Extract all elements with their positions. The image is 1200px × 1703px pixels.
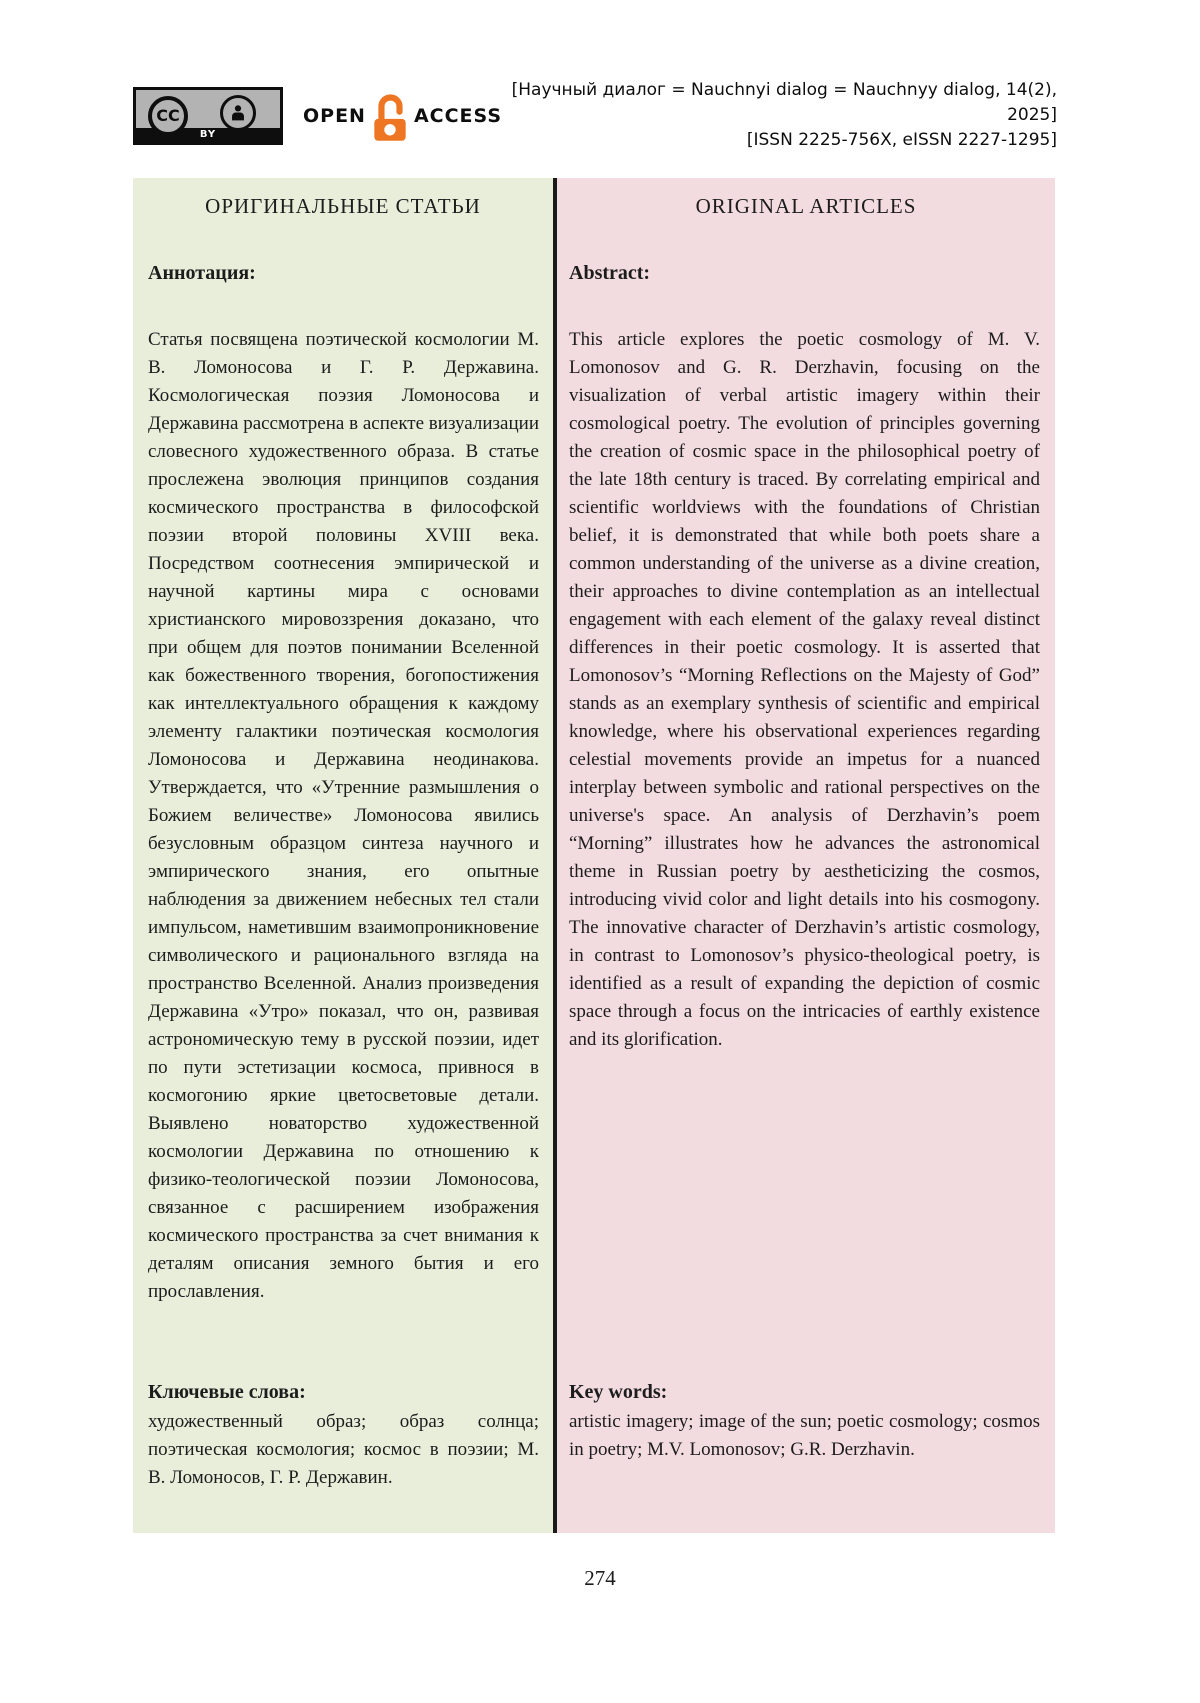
- english-keywords-label: Key words:: [569, 1381, 668, 1403]
- attribution-person-icon: [220, 95, 256, 131]
- abstract-columns: [133, 178, 1055, 1533]
- english-keywords-text: artistic imagery; image of the sun; poetic cosmology; cosmos in poetry; M.V. Lomonosov; G.R. Derzhavin.: [569, 1411, 1040, 1460]
- open-access-access-label: ACCESS: [413, 104, 503, 127]
- english-abstract-label: Abstract:: [569, 262, 651, 284]
- cc-icon-label: CC: [156, 106, 180, 125]
- citation-line-2: [ISSN 2225-756X, eISSN 2227-1295]: [746, 130, 1057, 150]
- page-footer: [0, 1566, 1200, 1591]
- russian-keywords-text: художественный образ; образ солнца; поэтическая космология; космос в поэзии; М. В. Ломоносов, Г. Р. Державин.: [148, 1411, 539, 1488]
- page-header: [133, 78, 1057, 153]
- russian-section-title: ОРИГИНАЛЬНЫЕ СТАТЬИ: [205, 194, 481, 218]
- cc-by-license-badge: [133, 87, 283, 145]
- cc-by-label: BY: [136, 128, 280, 142]
- cc-icon: [148, 96, 188, 136]
- open-access-open-label: OPEN: [303, 104, 366, 127]
- russian-abstract-column: [133, 178, 553, 1533]
- russian-abstract-label: Аннотация:: [148, 262, 256, 284]
- open-access-logo: [303, 89, 502, 143]
- english-keywords-section: [569, 1381, 1040, 1464]
- english-abstract-text: This article explores the poetic cosmology of M. V. Lomonosov and G. R. Derzhavin, focusing on the visualization of verbal artistic imagery within their cosmological poetry. The evolution of principles governing the creation of cosmic space in the philosophical poetry of the late 18th century is traced. By correlating empirical and scientific worldviews with the foundations of Christian belief, it is demonstrated that while both poets share a common understanding of the universe as a divine creation, their approaches to divine contemplation as an intellectual engagement with each element of the galaxy reveal distinct differences in their poetic cosmology. It is asserted that Lomonosov’s “Morning Reflections on the Majesty of God” stands as an exemplary synthesis of scientific and empirical knowledge, where his observational experiences regarding celestial movements provide an impetus for a nuanced interplay between symbolic and rational perspectives on the universe's space. An analysis of Derzhavin’s poem “Morning” illustrates how he advances the astronomical theme in Russian poetry by aestheticizing the cosmos, introducing vivid color and light details into his cosmogony. The innovative character of Derzhavin’s artistic cosmology, in contrast to Lomonosov’s physico-theological poetry, is identified as a result of expanding the depiction of cosmic space through a focus on the intricacies of earthly existence and its glorification.: [569, 329, 1040, 1050]
- journal-citation: [502, 78, 1057, 153]
- page-number: 274: [584, 1566, 616, 1590]
- english-section-title: ORIGINAL ARTICLES: [695, 194, 917, 218]
- english-abstract-column: [557, 178, 1055, 1533]
- citation-line-1: [Научный диалог = Nauchnyi dialog = Nauchnyy dialog, 14(2), 2025]: [511, 80, 1057, 125]
- open-lock-icon: [371, 89, 409, 143]
- russian-keywords-section: [148, 1381, 539, 1492]
- russian-keywords-label: Ключевые слова:: [148, 1381, 306, 1403]
- russian-abstract-text: Статья посвящена поэтической космологии М. В. Ломоносова и Г. Р. Державина. Космологическая поэзия Ломоносова и Державина рассмотрена в аспекте визуализации словесного художественного образа. В статье прослежена эволюция принципов создания космического пространства в философской поэзии второй половины XVIII века. Посредством соотнесения эмпирической и научной картины мира с основами христианского мировоззрения доказано, что при общем для поэтов понимании Вселенной как божественного творения, богопостижения как интеллектуального обращения к каждому элементу галактики поэтическая космология Ломоносова и Державина неодинакова. Утверждается, что «Утренние размышления о Божием величестве» Ломоносова явились безусловным образцом синтеза научного и эмпирического знания, его опытные наблюдения за движением небесных тел стали импульсом, наметившим взаимопроникновение символического и рационального взгляда на пространство Вселенной. Анализ произведения Державина «Утро» показал, что он, развивая астрономическую тему в русской поэзии, идет по пути эстетизации космоса, привнося в космогонию яркие цветосветовые детали. Выявлено новаторство художественной космологии Державина по отношению к физико-теологической поэзии Ломоносова, связанное с расширением изображения космического пространства за счет внимания к деталям описания земного бытия и его прославления.: [148, 329, 539, 1302]
